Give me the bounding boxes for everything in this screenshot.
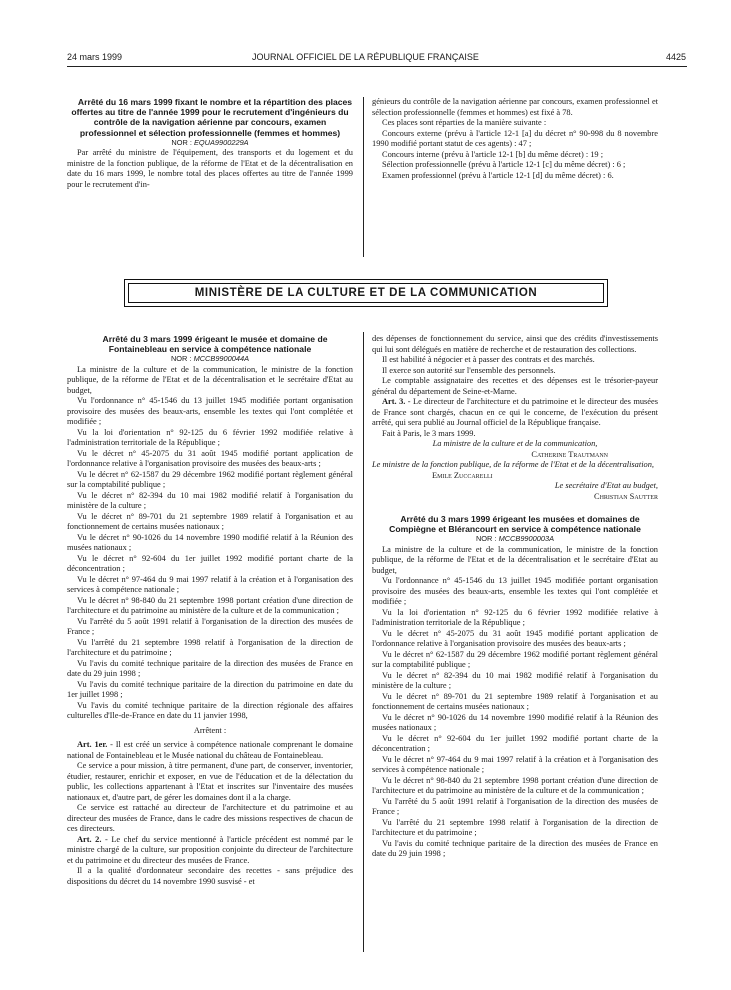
top-column-divider [363, 97, 364, 257]
paragraph: Ces places sont réparties de la manière suivante : [382, 118, 547, 127]
nor-label: NOR : [171, 137, 192, 147]
visa-paragraph: Vu le décret n° 82-394 du 10 mai 1982 modifié relatif à l'organisation du ministère de la culture ; [67, 490, 353, 511]
visa-paragraph: Vu le décret n° 90-1026 du 14 novembre 1990 modifié relatif à la Réunion des musées nationaux ; [67, 532, 353, 553]
visa-paragraph: Vu l'avis du comité technique paritaire de la direction régionale des affaires culturelles d'Ile-de-France en date du 11 janvier 1998, [67, 700, 353, 721]
arrete-16-mars-body: Par arrêté du ministre de l'équipement, des transports et du logement et du ministre de la fonction publique, de la réforme de l'Etat et de la décentralisation en date du 16 mars 1999, le nombre total des places offertes au titre de l'année 1999 pour le recrutement d'in- [67, 148, 353, 189]
paragraph: Sélection professionnelle (prévu à l'article 12-1 [c] du même décret) : 6 ; [382, 160, 626, 169]
visa-paragraph: Vu le décret n° 62-1587 du 29 décembre 1962 modifié portant règlement général sur la comptabilité publique ; [372, 649, 658, 670]
top-left-column [67, 97, 353, 190]
nor-line [67, 138, 353, 149]
visa-paragraph: Vu le décret n° 98-840 du 21 septembre 1998 portant création d'une direction de l'architecture et du patrimoine au ministère de la culture et de la communication ; [67, 595, 353, 616]
arretent-line: Arrêtent : [193, 725, 227, 735]
ministry-banner [124, 279, 608, 307]
paragraph: Ce service est rattaché au directeur de l'architecture et du patrimoine et au directeur des musées de France, dans le cadre des missions respectives de chacun de ces directeurs. [67, 803, 353, 834]
visa-paragraph: Vu la loi d'orientation n° 92-125 du 6 février 1992 modifiée relative à l'administration territoriale de la République ; [372, 607, 658, 628]
article-2 [67, 835, 353, 867]
signature-name: Catherine Trautmann [531, 449, 608, 459]
visa-paragraph: Vu le décret n° 97-464 du 9 mai 1997 relatif à la création et à l'organisation des services à compétence nationale ; [67, 574, 353, 595]
visa-list [67, 365, 353, 722]
visa-paragraph: Vu le décret n° 62-1587 du 29 décembre 1962 modifié portant règlement général sur la comptabilité publique ; [67, 469, 353, 490]
visa-paragraph: Vu l'ordonnance n° 45-1546 du 13 juillet 1945 modifiée portant organisation provisoire des musées des beaux-arts, ensemble les textes qui l'ont complétée et modifiée ; [372, 576, 658, 607]
visa-paragraph: Vu le décret n° 97-464 du 9 mai 1997 relatif à la création et à l'organisation des services à compétence nationale ; [372, 754, 658, 775]
article-3 [372, 397, 658, 429]
paragraph: Il exerce son autorité sur l'ensemble des personnels. [382, 365, 556, 375]
visa-paragraph: Vu le décret n° 45-2075 du 31 août 1945 modifié portant application de l'ordonnance relative à l'organisation provisoire des musées des beaux-arts ; [67, 448, 353, 469]
visa-paragraph: Vu le décret n° 89-701 du 21 septembre 1989 relatif à l'organisation et au fonctionnement de certains musées nationaux ; [372, 691, 658, 712]
visa-paragraph: Vu l'arrêté du 5 août 1991 relatif à l'organisation de la direction des musées de France ; [67, 616, 353, 637]
visa-paragraph: Vu l'arrêté du 5 août 1991 relatif à l'organisation de la direction des musées de France ; [372, 796, 658, 817]
article-3-text: - Le directeur de l'architecture et du patrimoine et le directeur des musées de France sont chargés, chacun en ce qui le concerne, de l'exécution du présent arrêté, qui sera publié au Journal officiel de la République française. [372, 397, 658, 427]
right-column [372, 334, 658, 860]
arrete-compiegne-title: Arrêté du 3 mars 1999 érigeant les musées et domaines de Compiègne et Blérancourt en service à compétence nationale [389, 514, 641, 535]
visa-paragraph: La ministre de la culture et de la communication, le ministre de la fonction publique, de la réforme de l'Etat et de la décentralisation et le secrétaire d'Etat au budget, [67, 364, 353, 395]
signature-role: La ministre de la culture et de la communication, [432, 439, 598, 448]
visa-paragraph: Vu l'avis du comité technique paritaire de la direction du patrimoine en date du 1er juillet 1998 ; [67, 679, 353, 700]
visa-list [372, 545, 658, 860]
nor-code: MCCB9900044A [193, 354, 250, 364]
paragraph: Concours interne (prévu à l'article 12-1 [b] du même décret) : 19 ; [382, 149, 604, 159]
visa-paragraph: Vu l'arrêté du 21 septembre 1998 relatif à l'organisation de la direction de l'architecture et du patrimoine ; [372, 817, 658, 838]
paragraph: Il est habilité à négocier et à passer des contrats et des marchés. [382, 355, 595, 364]
visa-paragraph: Vu le décret n° 89-701 du 21 septembre 1989 relatif à l'organisation et au fonctionnement de certains musées nationaux ; [67, 511, 353, 532]
signature-name: Christian Sautter [594, 491, 658, 501]
visa-paragraph: Vu le décret n° 92-604 du 1er juillet 1992 modifié portant charte de la déconcentration ; [67, 553, 353, 574]
paragraph: Il a la qualité d'ordonnateur secondaire des recettes - sans préjudice des dispositions du décret du 14 novembre 1990 susvisé - et [67, 866, 353, 886]
bottom-column-divider [363, 332, 364, 952]
visa-paragraph: Vu le décret n° 82-394 du 10 mai 1982 modifié relatif à l'organisation du ministère de la culture ; [372, 670, 658, 691]
header-page-number: 4425 [665, 52, 686, 62]
nor-line [67, 354, 353, 365]
top-right-column [372, 97, 658, 181]
paragraph: génieurs du contrôle de la navigation aérienne par concours, examen professionnel et sélection professionnelle (femmes et hommes) est fixé à 78. [372, 97, 658, 117]
article-3-label: Art. 3. [382, 397, 406, 406]
visa-paragraph: Vu l'avis du comité technique paritaire de la direction des musées de France en date du 29 juin 1998 ; [372, 838, 658, 859]
visa-paragraph: Vu le décret n° 45-2075 du 31 août 1945 modifié portant application de l'ordonnance relative à l'organisation provisoire des musées des beaux-arts ; [372, 628, 658, 649]
left-column [67, 334, 353, 887]
visa-paragraph: Vu le décret n° 90-1026 du 14 novembre 1990 modifié relatif à la Réunion des musées nationaux ; [372, 712, 658, 733]
paragraph: Concours externe (prévu à l'article 12-1 [a] du décret n° 90-998 du 8 novembre 1990 modifié portant statut de ces agents) : 47 ; [372, 128, 658, 148]
paragraph: des dépenses de fonctionnement du service, ainsi que des crédits d'investissements qui lui sont délégués en matière de recherche et de restauration des collections. [372, 334, 658, 354]
arrete-fontainebleau-title: Arrêté du 3 mars 1999 érigeant le musée et domaine de Fontainebleau en service à compétence nationale [102, 334, 328, 355]
article-2-label: Art. 2. [77, 834, 102, 844]
article-1-text: - Il est créé un service à compétence nationale comprenant le domaine national de Fontainebleau et le Musée national du château de Fontainebleau. [67, 740, 353, 760]
visa-paragraph: La ministre de la culture et de la communication, le ministre de la fonction publique, de la réforme de l'Etat et de la décentralisation et le secrétaire d'Etat au budget, [372, 544, 658, 575]
paragraph: Ce service a pour mission, à titre permanent, d'une part, de conserver, inventorier, étudier, restaurer, enrichir et exposer, en vue de l'éducation et de la délectation du public, les collections appartenant à l'Etat et inscrites sur l'inventaire des musées nationaux et, d'autre part, de gérer les domaines dont il a la charge. [67, 761, 353, 802]
header-date: 24 mars 1999 [67, 52, 123, 62]
signature-role: Le secrétaire d'Etat au budget, [554, 481, 658, 490]
ministry-title: MINISTÈRE DE LA CULTURE ET DE LA COMMUNICATION [194, 287, 538, 299]
nor-label: NOR : [475, 534, 497, 544]
done-at-line: Fait à Paris, le 3 mars 1999. [382, 428, 476, 438]
arrete-16-mars-title: Arrêté du 16 mars 1999 fixant le nombre et la répartition des places offertes au titre de l'année 1999 pour le recrutement d'ingénieurs du contrôle de la navigation aérienne par concours, examen professionnel et sélection professionnelle (femmes et hommes) [71, 97, 353, 138]
article-1 [67, 740, 353, 761]
visa-paragraph: Vu l'arrêté du 21 septembre 1998 relatif à l'organisation de la direction de l'architecture et du patrimoine ; [67, 637, 353, 658]
header-rule [67, 66, 687, 67]
paragraph: Le comptable assignataire des recettes et des dépenses est le trésorier-payeur général du département de Seine-et-Marne. [372, 376, 658, 396]
visa-paragraph: Vu l'avis du comité technique paritaire de la direction des musées de France en date du 29 juin 1998 ; [67, 658, 353, 679]
nor-code: EQUA9900229A [193, 137, 249, 147]
visa-paragraph: Vu le décret n° 92-604 du 1er juillet 1992 modifié portant charte de la déconcentration ; [372, 733, 658, 754]
section-spacer [372, 502, 658, 514]
article-1-label: Art. 1er. [77, 740, 108, 750]
visa-paragraph: Vu le décret n° 98-840 du 21 septembre 1998 portant création d'une direction de l'architecture et du patrimoine au ministère de la culture et de la communication ; [372, 775, 658, 796]
nor-code: MCCB9900003A [498, 534, 555, 544]
visa-paragraph: Vu l'ordonnance n° 45-1546 du 13 juillet 1945 modifiée portant organisation provisoire des musées des beaux-arts, ensemble les textes qui l'ont complétée et modifiée ; [67, 396, 353, 427]
paragraph: Examen professionnel (prévu à l'article 12-1 [d] du même décret) : 6. [382, 170, 614, 180]
signature-name: Emile Zuccarelli [432, 470, 493, 480]
article-2-text: - Le chef du service mentionné à l'article précédent est nommé par le ministre chargé de la culture, sur proposition conjointe du directeur de l'architecture et du patrimoine et du directeur des musées de France. [67, 834, 353, 865]
visa-paragraph: Vu la loi d'orientation n° 92-125 du 6 février 1992 modifiée relative à l'administration territoriale de la République ; [67, 427, 353, 448]
signature-role: Le ministre de la fonction publique, de la réforme de l'Etat et de la décentralisation, [372, 460, 654, 469]
header-journal-title: JOURNAL OFFICIEL DE LA RÉPUBLIQUE FRANÇAISE [252, 52, 479, 62]
nor-label: NOR : [170, 354, 192, 364]
nor-line [372, 534, 658, 545]
